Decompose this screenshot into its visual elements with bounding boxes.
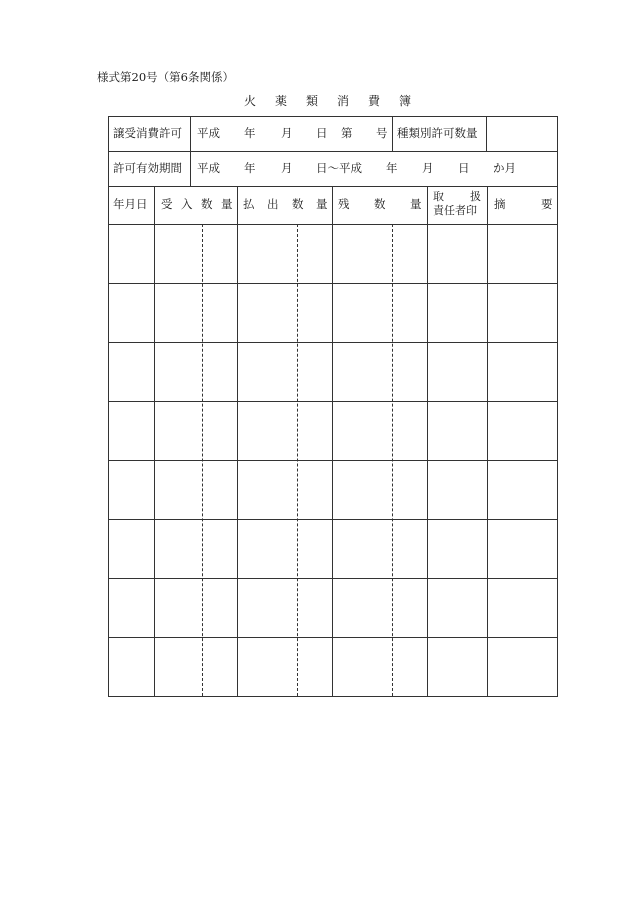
received-cell[interactable] <box>156 403 235 458</box>
remarks-cell[interactable] <box>489 285 555 340</box>
handler-cell[interactable] <box>429 226 485 281</box>
remarks-cell[interactable] <box>489 462 555 517</box>
title-char: 費 <box>368 94 381 108</box>
remaining-cell[interactable] <box>334 580 425 635</box>
paid-cell[interactable] <box>239 580 330 635</box>
title-char: 消 <box>337 94 350 108</box>
validity-day-tilde-era: 日〜平成 <box>316 161 362 175</box>
permit-divider <box>392 116 393 151</box>
title-char: 類 <box>306 94 319 108</box>
remaining-cell[interactable] <box>334 344 425 399</box>
permit-label: 譲受消費許可 <box>113 126 182 140</box>
column-divider <box>154 186 155 696</box>
paid-header-char: 出 <box>267 197 279 211</box>
label-column-divider <box>190 116 191 186</box>
row-divider <box>108 401 558 402</box>
received-cell[interactable] <box>156 462 235 517</box>
row-divider <box>108 460 558 461</box>
date-cell[interactable] <box>110 521 152 576</box>
handler-cell[interactable] <box>429 344 485 399</box>
date-cell[interactable] <box>110 226 152 281</box>
handler-cell[interactable] <box>429 285 485 340</box>
permit-dai: 第 <box>341 126 353 140</box>
validity-month-unit-2: 月 <box>422 161 434 175</box>
validity-day-unit-2: 日 <box>458 161 470 175</box>
type-quantity-field[interactable] <box>487 117 557 151</box>
date-cell[interactable] <box>110 639 152 694</box>
received-header-char: 数 <box>201 197 213 211</box>
table-border-left <box>108 116 109 696</box>
column-divider <box>332 186 333 696</box>
handler-cell[interactable] <box>429 403 485 458</box>
type-quantity-label: 種類別許可数量 <box>397 126 478 140</box>
received-cell[interactable] <box>156 639 235 694</box>
validity-months-label: か月 <box>493 161 516 175</box>
paid-cell[interactable] <box>239 521 330 576</box>
column-divider <box>427 186 428 696</box>
remarks-header-char: 要 <box>541 197 553 211</box>
row-divider <box>108 342 558 343</box>
date-cell[interactable] <box>110 462 152 517</box>
paid-cell[interactable] <box>239 344 330 399</box>
remarks-cell[interactable] <box>489 344 555 399</box>
row-divider <box>108 283 558 284</box>
validity-label: 許可有効期間 <box>113 161 182 175</box>
row-divider <box>108 186 558 187</box>
remaining-cell[interactable] <box>334 521 425 576</box>
remaining-header-char: 量 <box>410 197 422 211</box>
form-number: 様式第20号（第6条関係） <box>97 70 234 84</box>
table-border-bottom <box>108 696 558 697</box>
title-char: 火 <box>244 94 257 108</box>
validity-year-unit: 年 <box>244 161 256 175</box>
handler-cell[interactable] <box>429 639 485 694</box>
received-cell[interactable] <box>156 521 235 576</box>
handler-cell[interactable] <box>429 580 485 635</box>
remarks-cell[interactable] <box>489 639 555 694</box>
paid-cell[interactable] <box>239 285 330 340</box>
remarks-cell[interactable] <box>489 226 555 281</box>
row-divider <box>108 519 558 520</box>
received-cell[interactable] <box>156 285 235 340</box>
row-divider <box>108 578 558 579</box>
received-cell[interactable] <box>156 580 235 635</box>
row-divider <box>108 151 558 152</box>
validity-year-unit-2: 年 <box>386 161 398 175</box>
received-cell[interactable] <box>156 226 235 281</box>
remaining-cell[interactable] <box>334 462 425 517</box>
remarks-cell[interactable] <box>489 521 555 576</box>
handler-header-stamp: 責任者印 <box>433 204 477 217</box>
date-column-header: 年月日 <box>113 197 148 211</box>
remarks-cell[interactable] <box>489 580 555 635</box>
permit-day-unit: 日 <box>316 126 328 140</box>
remaining-cell[interactable] <box>334 226 425 281</box>
handler-header-char: 取 <box>433 190 444 203</box>
permit-month-unit: 月 <box>281 126 293 140</box>
handler-cell[interactable] <box>429 521 485 576</box>
table-border-right <box>557 116 558 696</box>
column-divider <box>237 186 238 696</box>
title-char: 薬 <box>275 94 288 108</box>
received-header-char: 入 <box>181 197 193 211</box>
date-cell[interactable] <box>110 403 152 458</box>
remaining-header-char: 残 <box>338 197 350 211</box>
remaining-header-char: 数 <box>374 197 386 211</box>
permit-go: 号 <box>376 126 388 140</box>
row-divider <box>108 224 558 225</box>
paid-cell[interactable] <box>239 462 330 517</box>
permit-year-unit: 年 <box>244 126 256 140</box>
paid-cell[interactable] <box>239 226 330 281</box>
received-cell[interactable] <box>156 344 235 399</box>
form-title <box>244 92 430 109</box>
remarks-header-char: 摘 <box>494 197 506 211</box>
remaining-cell[interactable] <box>334 285 425 340</box>
paid-header-char: 量 <box>316 197 328 211</box>
handler-cell[interactable] <box>429 462 485 517</box>
remaining-cell[interactable] <box>334 639 425 694</box>
row-divider <box>108 637 558 638</box>
remaining-cell[interactable] <box>334 403 425 458</box>
title-char: 簿 <box>399 94 412 108</box>
paid-cell[interactable] <box>239 639 330 694</box>
paid-header-char: 払 <box>243 197 255 211</box>
permit-era: 平成 <box>197 126 220 140</box>
date-cell[interactable] <box>110 580 152 635</box>
received-header-char: 受 <box>161 197 173 211</box>
received-header-char: 量 <box>221 197 233 211</box>
validity-era-start: 平成 <box>197 161 220 175</box>
column-divider <box>487 186 488 696</box>
date-cell[interactable] <box>110 344 152 399</box>
validity-month-unit: 月 <box>281 161 293 175</box>
date-cell[interactable] <box>110 285 152 340</box>
paid-cell[interactable] <box>239 403 330 458</box>
handler-header-char: 扱 <box>470 190 481 203</box>
paid-header-char: 数 <box>292 197 304 211</box>
remarks-cell[interactable] <box>489 403 555 458</box>
